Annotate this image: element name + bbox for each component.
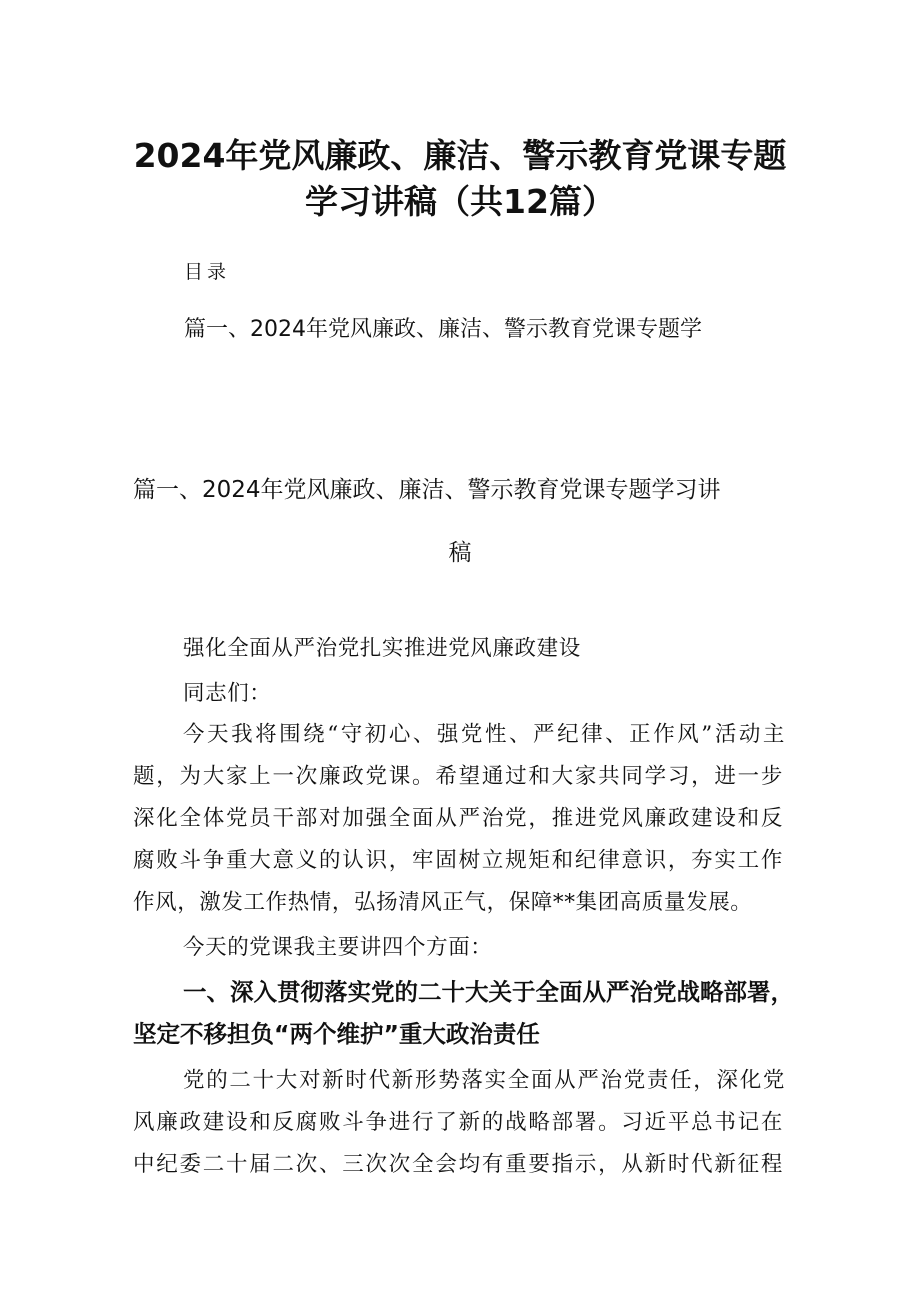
article-title-line-1: 篇一、2024年党风廉政、廉洁、警示教育党课专题学习讲 bbox=[133, 477, 721, 503]
section-1-heading-line-1: 一、深入贯彻落实党的二十大关于全面从严治党战略部署， bbox=[183, 978, 794, 1006]
document-title-line-2: 学习讲稿（共12篇） bbox=[305, 182, 615, 221]
toc-label: 目录 bbox=[184, 261, 231, 283]
paragraph-1-line-4: 腐败斗争重大意义的认识，牢固树立规矩和纪律意识，夯实工作 bbox=[133, 848, 783, 873]
salutation: 同志们： bbox=[183, 681, 272, 706]
section-1-heading-line-2: 坚定不移担负“两个维护”重大政治责任 bbox=[133, 1020, 540, 1048]
paragraph-1-line-2: 题，为大家上一次廉政党课。希望通过和大家共同学习，进一步 bbox=[133, 764, 783, 789]
paragraph-1-line-5: 作风，激发工作热情，弘扬清风正气，保障**集团高质量发展。 bbox=[133, 890, 753, 915]
paragraph-2: 今天的党课我主要讲四个方面： bbox=[183, 935, 493, 960]
toc-item-1: 篇一、2024年党风廉政、廉洁、警示教育党课专题学 bbox=[184, 317, 702, 342]
speech-subtitle: 强化全面从严治党扎实推进党风廉政建设 bbox=[183, 636, 581, 661]
paragraph-3-line-2: 风廉政建设和反腐败斗争进行了新的战略部署。习近平总书记在 bbox=[133, 1110, 783, 1135]
paragraph-1-line-3: 深化全体党员干部对加强全面从严治党，推进党风廉政建设和反 bbox=[133, 806, 783, 831]
article-title-line-2: 稿 bbox=[448, 540, 472, 566]
paragraph-3-line-1: 党的二十大对新时代新形势落实全面从严治党责任，深化党 bbox=[183, 1068, 785, 1093]
paragraph-1-line-1: 今天我将围绕“守初心、强党性、严纪律、正作风”活动主 bbox=[183, 722, 785, 747]
paragraph-3-line-3: 中纪委二十届二次、三次次全会均有重要指示，从新时代新征程 bbox=[133, 1152, 783, 1177]
document-title-line-1: 2024年党风廉政、廉洁、警示教育党课专题 bbox=[133, 136, 787, 175]
